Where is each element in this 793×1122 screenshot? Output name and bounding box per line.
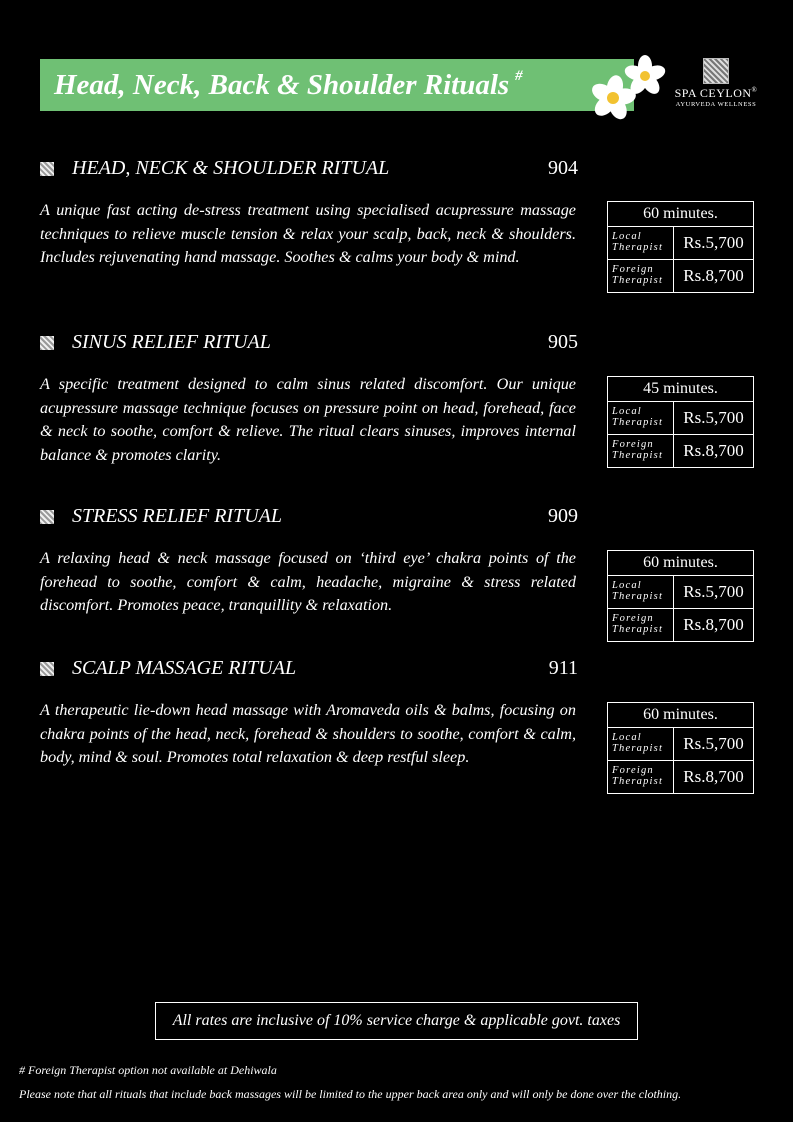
- service-header: [40, 657, 578, 683]
- price-box: [607, 702, 754, 794]
- local-price: Rs.5,700: [683, 408, 744, 427]
- service-name: SINUS RELIEF RITUAL: [72, 331, 271, 353]
- local-therapist-label: Local Therapist: [608, 402, 674, 434]
- local-therapist-label: Local Therapist: [608, 227, 674, 259]
- bullet-icon: [40, 336, 54, 350]
- service-code: 911: [548, 657, 578, 679]
- title-footnote-marker: #: [515, 68, 523, 84]
- logo-trademark: ®: [751, 86, 758, 94]
- local-price: Rs.5,700: [683, 734, 744, 753]
- service-header: [40, 505, 578, 531]
- page-title: Head, Neck, Back & Shoulder Rituals #: [54, 68, 523, 101]
- rates-notice: All rates are inclusive of 10% service charge & applicable govt. taxes: [155, 1002, 638, 1040]
- foreign-price: Rs.8,700: [683, 266, 744, 285]
- foreign-therapist-label: Foreign Therapist: [608, 435, 674, 467]
- footnote-back-massage: Please note that all rituals that include back massages will be limited to the upper back area only and will only be done over the clothing.: [19, 1087, 682, 1101]
- bullet-icon: [40, 162, 54, 176]
- logo-tagline: AYURVEDA WELLNESS: [675, 101, 757, 108]
- bullet-icon: [40, 662, 54, 676]
- service-description: A therapeutic lie-down head massage with Aromaveda oils & balms, focusing on chakra points of the head, neck, forehead & shoulders to soothe, comfort & calm, body, mind & soul. Promotes total relaxation & deep restful sleep.: [40, 701, 576, 766]
- service-name: HEAD, NECK & SHOULDER RITUAL: [72, 157, 390, 179]
- local-therapist-label: Local Therapist: [608, 576, 674, 608]
- service-header: [40, 157, 578, 183]
- foreign-therapist-label: Foreign Therapist: [608, 761, 674, 793]
- foreign-therapist-label: Foreign Therapist: [608, 609, 674, 641]
- foreign-price-row: [608, 434, 753, 467]
- local-therapist-label: Local Therapist: [608, 728, 674, 760]
- service-header: [40, 331, 578, 357]
- price-box: [607, 201, 754, 293]
- logo-emblem-icon: [703, 58, 729, 84]
- foreign-price-row: [608, 259, 753, 292]
- foreign-price: Rs.8,700: [683, 615, 744, 634]
- local-price-row: [608, 576, 753, 608]
- foreign-price-row: [608, 608, 753, 641]
- local-price-row: [608, 728, 753, 760]
- service-code: 905: [548, 331, 578, 353]
- footnote-foreign-therapist: # Foreign Therapist option not available at Dehiwala: [19, 1063, 277, 1077]
- frangipani-flowers-icon: [585, 54, 671, 124]
- logo-name: SPA CEYLON: [674, 86, 752, 100]
- foreign-therapist-label: Foreign Therapist: [608, 260, 674, 292]
- service-description: A specific treatment designed to calm sinus related discomfort. Our unique acupressure massage technique focuses on pressure point on head, forehead, face & neck to soothe, comfort & relieve. The ritual clears sinuses, improves internal balance & promotes clarity.: [40, 375, 576, 464]
- service-code: 909: [548, 505, 578, 527]
- foreign-price: Rs.8,700: [683, 441, 744, 460]
- price-box: [607, 376, 754, 468]
- local-price-row: [608, 227, 753, 259]
- local-price: Rs.5,700: [683, 582, 744, 601]
- service-name: STRESS RELIEF RITUAL: [72, 505, 282, 527]
- header-banner: [40, 59, 634, 111]
- local-price-row: [608, 402, 753, 434]
- foreign-price: Rs.8,700: [683, 767, 744, 786]
- price-box: [607, 550, 754, 642]
- service-code: 904: [548, 157, 578, 179]
- duration: 60 minutes.: [608, 202, 753, 227]
- service-description: A unique fast acting de-stress treatment using specialised acupressure massage techniques to relieve muscle tension & relax your scalp, back, neck & shoulders. Includes rejuvenating hand massage. Soothes & calms your body & mind.: [40, 201, 576, 266]
- service-name: SCALP MASSAGE RITUAL: [72, 657, 297, 679]
- local-price: Rs.5,700: [683, 233, 744, 252]
- service-description: A relaxing head & neck massage focused on ‘third eye’ chakra points of the forehead to soothe, comfort & calm, headache, migraine & stress related discomfort. Promotes peace, tranquillity & relaxation.: [40, 549, 576, 614]
- spa-ceylon-logo: [670, 58, 762, 108]
- foreign-price-row: [608, 760, 753, 793]
- duration: 60 minutes.: [608, 551, 753, 576]
- duration: 45 minutes.: [608, 377, 753, 402]
- duration: 60 minutes.: [608, 703, 753, 728]
- bullet-icon: [40, 510, 54, 524]
